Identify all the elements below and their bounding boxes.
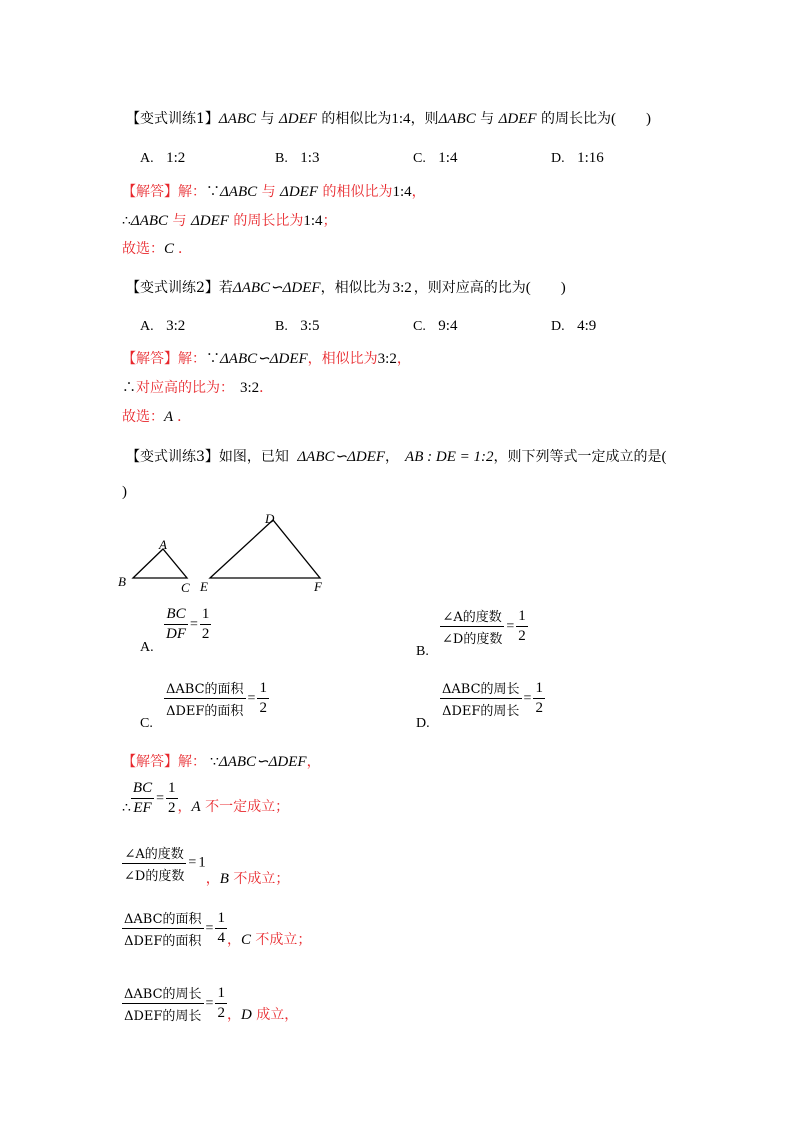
q3-sb-den: ∠D的度数 bbox=[124, 868, 185, 884]
q2-option-b[interactable] bbox=[275, 318, 319, 335]
q1-sol-comma: ， bbox=[411, 184, 426, 200]
label-b: B bbox=[118, 574, 126, 589]
q2-sol-tag: 【解答】 bbox=[122, 351, 178, 367]
q1-tri2b: ΔDEF bbox=[498, 111, 537, 127]
q2-sol-comma: ， bbox=[396, 351, 411, 367]
q3-option-a-den: DF bbox=[166, 626, 186, 642]
q3-option-c[interactable] bbox=[140, 678, 269, 732]
q3-sol-comma: ， bbox=[306, 754, 321, 770]
q3-sd-num: ΔABC的周长 bbox=[122, 983, 204, 1004]
q3-sc-rhs bbox=[215, 910, 227, 947]
q3-sa-lhs bbox=[131, 780, 154, 817]
q3-tag: 【变式训练3】 bbox=[126, 449, 219, 465]
q2-sol-jie: 解： bbox=[178, 351, 206, 367]
q3-sb-verdict: 不成立； bbox=[233, 871, 290, 887]
triangle-abc bbox=[133, 549, 187, 578]
q1-yu2: 与 bbox=[480, 111, 495, 127]
q3-sc-verdict: 不成立； bbox=[255, 931, 312, 948]
q1-option-a-value: 1:2 bbox=[166, 150, 186, 166]
q3-sc-den: ΔDEF的面积 bbox=[124, 934, 202, 949]
q3-option-c-rhs-den: 2 bbox=[259, 700, 267, 716]
q1-option-c-label: C. bbox=[413, 151, 426, 166]
q3-sa-rhs-den: 2 bbox=[168, 800, 176, 816]
q1-paren: ( ) bbox=[611, 111, 652, 127]
q3-option-b-rhs-num: 1 bbox=[516, 608, 528, 627]
q3-sa-eq: = bbox=[156, 790, 164, 806]
q1-sol-yu: 与 bbox=[261, 184, 276, 200]
q2-option-a-label: A. bbox=[140, 319, 154, 334]
q3-sb-eq: = bbox=[188, 855, 197, 870]
q3-sb-num: ∠A的度数 bbox=[122, 843, 186, 864]
q1-option-a[interactable] bbox=[140, 150, 185, 167]
q2-option-a-value: 3:2 bbox=[166, 318, 186, 334]
q2-choose: 故选： bbox=[122, 409, 164, 425]
q1-sol-ratio: 1:4 bbox=[392, 184, 412, 200]
q3-option-d-label: D. bbox=[416, 716, 430, 731]
q3-option-c-rhs bbox=[257, 680, 269, 717]
q1-tri1b: ΔABC bbox=[438, 111, 476, 127]
q1-period: ． bbox=[178, 241, 193, 257]
q3-option-c-rhs-num: 1 bbox=[257, 680, 269, 699]
q1-tag: 【变式训练1】 bbox=[126, 111, 219, 127]
q2-option-d[interactable] bbox=[551, 318, 596, 335]
q2-answer: A bbox=[164, 409, 174, 425]
q1-sol-mid: 的相似比为 bbox=[322, 184, 393, 200]
triangle-def bbox=[210, 520, 320, 578]
q1-solution-line1 bbox=[122, 181, 426, 201]
q3-option-b-lhs bbox=[440, 606, 504, 647]
q1-ratio: 1:4 bbox=[391, 111, 411, 127]
q3-sd-rhs bbox=[215, 985, 227, 1022]
q3-sc-lhs bbox=[122, 908, 204, 949]
q3-solution-step-c: $\frac{\text{ΔABC的面积}}{\text{ΔDEF的面积}}$ = $\frac{1}{4}$ ，C 不成立； bbox=[124, 910, 312, 949]
q3-option-d-rhs-num: 1 bbox=[533, 680, 545, 699]
q3-option-b-den: ∠D的度数 bbox=[442, 632, 503, 647]
label-a: A bbox=[159, 537, 167, 552]
q1-sol-tri2: ΔDEF bbox=[280, 184, 319, 200]
q3-figure bbox=[115, 505, 345, 600]
q1-option-d-value: 1:16 bbox=[577, 150, 604, 166]
q2-sol2-text: 对应高的比为： bbox=[136, 380, 234, 396]
q3-sd-eq: = bbox=[205, 995, 214, 1011]
q3-sa-verdict: 不一定成立； bbox=[205, 798, 290, 815]
q3-option-a-num: BC bbox=[164, 606, 188, 625]
q3-sc-num: ΔABC的面积 bbox=[122, 908, 204, 929]
label-f: F bbox=[314, 579, 322, 594]
q1-tri2: ΔDEF bbox=[278, 111, 317, 127]
q2-ruo: 若 bbox=[218, 280, 233, 296]
q2-option-d-value: 4:9 bbox=[577, 318, 597, 334]
q3-sd-rhs-den: 2 bbox=[217, 1005, 225, 1021]
q1-solution-answer bbox=[122, 238, 192, 258]
q1-option-b[interactable] bbox=[275, 150, 319, 167]
q3-sc-rhs-den: 4 bbox=[217, 930, 225, 946]
q1-therefore: ∴ bbox=[122, 213, 131, 229]
q1-text-end: 的周长比为 bbox=[541, 111, 612, 127]
q1-sol-jie: 解： bbox=[178, 184, 206, 200]
q3-sc-rhs-num: 1 bbox=[215, 910, 227, 929]
q3-sd-den: ΔDEF的周长 bbox=[124, 1009, 202, 1024]
q1-option-c[interactable] bbox=[413, 150, 457, 167]
q3-sol-jie: 解： bbox=[178, 754, 206, 770]
q1-then: ，则 bbox=[410, 111, 439, 127]
q3-option-d-eq: = bbox=[523, 690, 532, 706]
q1-sol2-semicolon: ； bbox=[322, 213, 337, 229]
q1-choose: 故选： bbox=[122, 241, 164, 257]
q2-sol2-ratio: 3:2 bbox=[240, 380, 260, 396]
q2-option-b-label: B. bbox=[275, 319, 288, 334]
q3-option-a-lhs bbox=[164, 606, 188, 643]
q3-option-b-rhs-den: 2 bbox=[518, 628, 526, 644]
q2-tag: 【变式训练2】 bbox=[126, 280, 219, 296]
q3-option-c-label: C. bbox=[140, 716, 153, 731]
q3-option-d[interactable] bbox=[416, 678, 545, 732]
q1-yu: 与 bbox=[260, 111, 275, 127]
q1-option-b-value: 1:3 bbox=[300, 150, 320, 166]
q2-paren: ( ) bbox=[525, 280, 566, 296]
q3-option-b-label: B. bbox=[416, 644, 429, 659]
q2-sol-ratio: 3:2 bbox=[377, 351, 397, 367]
q3-option-a[interactable] bbox=[140, 606, 211, 656]
q3-sb-rhs: 1 bbox=[198, 854, 206, 871]
q3-sol-tag: 【解答】 bbox=[122, 754, 178, 770]
q3-solution-line1 bbox=[122, 751, 321, 771]
q2-option-a[interactable] bbox=[140, 318, 185, 335]
q3-option-d-den: ΔDEF的周长 bbox=[442, 704, 520, 719]
q3-sd-var: D bbox=[240, 1006, 252, 1023]
q2-text-end: ，则对应高的比为 bbox=[413, 280, 526, 296]
q3-solution-step-b: $\frac{\text{∠A的度数}}{\text{∠D的度数}}$ = 1，B 不成立； bbox=[122, 838, 289, 888]
q3-sc-var: C bbox=[240, 931, 251, 948]
q3-sa-num: BC bbox=[131, 780, 154, 799]
q1-answer: C bbox=[164, 241, 175, 257]
q3-sd-lhs bbox=[122, 983, 204, 1024]
q1-option-b-label: B. bbox=[275, 151, 288, 166]
q3-sol-sim: ΔABC∽ΔDEF bbox=[218, 754, 307, 770]
q1-sol-tag: 【解答】 bbox=[122, 184, 178, 200]
label-d: D bbox=[265, 511, 275, 526]
q2-option-c[interactable] bbox=[413, 318, 457, 335]
q3-option-d-rhs bbox=[533, 680, 545, 717]
q1-option-a-label: A. bbox=[140, 151, 154, 166]
q3-stem bbox=[126, 446, 666, 466]
q3-option-c-lhs bbox=[164, 678, 246, 719]
q2-option-c-value: 9:4 bbox=[438, 318, 458, 334]
q1-because: ∵ bbox=[206, 184, 220, 200]
q3-option-d-num: ΔABC的周长 bbox=[440, 678, 522, 699]
q2-sol-mid: ，相似比为 bbox=[307, 351, 378, 367]
q2-sol-sim: ΔABC∽ΔDEF bbox=[220, 351, 308, 367]
q2-solution-line2 bbox=[122, 377, 273, 397]
q1-sol2-tri2: ΔDEF bbox=[190, 213, 229, 229]
q3-ratio-expr: AB : DE = 1:2 bbox=[405, 449, 494, 465]
q3-solution-step-d: $\frac{\text{ΔABC的周长}}{\text{ΔDEF的周长}}$ = $\frac{1}{2}$ ，D 成立， bbox=[124, 985, 299, 1024]
q2-text-mid: ，相似比为 bbox=[320, 280, 391, 296]
q1-sol2-ratio: 1:4 bbox=[303, 213, 323, 229]
q1-solution-line2 bbox=[122, 210, 337, 230]
q2-solution-line1 bbox=[122, 348, 411, 368]
q2-ratio: 3:2 bbox=[392, 280, 412, 296]
q2-because: ∵ bbox=[206, 351, 220, 367]
q2-solution-answer bbox=[122, 406, 191, 426]
q2-therefore: ∴ bbox=[122, 380, 136, 396]
q3-sa-rhs bbox=[166, 780, 178, 817]
q3-paren-close: ) bbox=[122, 484, 127, 500]
q3-option-c-den: ΔDEF的面积 bbox=[166, 704, 244, 719]
q3-sd-rhs-num: 1 bbox=[215, 985, 227, 1004]
q2-option-d-label: D. bbox=[551, 319, 565, 334]
q3-sa-den: EF bbox=[133, 800, 152, 816]
q3-option-b-rhs bbox=[516, 608, 528, 645]
q1-sol-tri1: ΔABC bbox=[220, 184, 258, 200]
q1-tri1: ΔABC bbox=[218, 111, 257, 127]
label-e: E bbox=[200, 579, 208, 594]
q3-option-b-eq: = bbox=[506, 618, 515, 634]
q3-therefore: ∴ bbox=[122, 799, 131, 816]
q3-option-d-lhs bbox=[440, 678, 522, 719]
q2-stem bbox=[126, 277, 566, 297]
q2-period: ． bbox=[177, 409, 192, 425]
q2-sol2-period: ． bbox=[259, 380, 274, 396]
q3-sa-rhs-num: 1 bbox=[166, 780, 178, 799]
q3-sim: ΔABC∽ΔDEF bbox=[297, 449, 386, 465]
q3-paren-open: ( bbox=[661, 449, 667, 465]
q3-sb-var: B bbox=[219, 871, 229, 887]
q1-stem bbox=[126, 108, 651, 128]
q3-option-a-rhs-num: 1 bbox=[200, 606, 212, 625]
q2-option-b-value: 3:5 bbox=[300, 318, 320, 334]
q3-rutu: 如图，已知 bbox=[218, 449, 289, 465]
q1-sol2-yu: 与 bbox=[172, 213, 187, 229]
q3-option-b[interactable] bbox=[416, 606, 528, 660]
q3-comma: ， bbox=[385, 449, 400, 465]
q1-sol2-mid: 的周长比为 bbox=[233, 213, 304, 229]
q3-sd-verdict: 成立， bbox=[256, 1006, 299, 1023]
q2-option-c-label: C. bbox=[413, 319, 426, 334]
q1-text-mid: 的相似比为 bbox=[321, 111, 392, 127]
q3-option-a-rhs-den: 2 bbox=[201, 626, 210, 642]
q3-text-end: ，则下列等式一定成立的是 bbox=[493, 449, 662, 465]
q3-option-b-num: ∠A的度数 bbox=[440, 606, 504, 627]
q3-option-c-num: ΔABC的面积 bbox=[164, 678, 246, 699]
q3-option-a-label: A. bbox=[140, 640, 154, 655]
q3-because: ∵ bbox=[210, 754, 219, 770]
q3-solution-step-a: ∴ $\frac{BC}{EF}$ = $\frac{1}{2}$ ，A 不一定成立； bbox=[122, 780, 290, 816]
q3-option-a-eq: = bbox=[190, 616, 198, 632]
q1-option-c-value: 1:4 bbox=[438, 150, 458, 166]
q3-option-c-eq: = bbox=[247, 690, 256, 706]
q3-option-a-rhs bbox=[200, 606, 212, 643]
q3-sb-lhs bbox=[122, 843, 186, 884]
label-c: C bbox=[181, 580, 190, 595]
q3-sa-var: A bbox=[191, 798, 201, 815]
q1-option-d[interactable] bbox=[551, 150, 604, 167]
q1-option-d-label: D. bbox=[551, 151, 565, 166]
q2-sim: ΔABC∽ΔDEF bbox=[232, 280, 321, 296]
q1-sol2-tri1: ΔABC bbox=[130, 213, 169, 229]
q3-option-d-rhs-den: 2 bbox=[535, 700, 543, 716]
q3-sc-eq: = bbox=[205, 920, 214, 936]
